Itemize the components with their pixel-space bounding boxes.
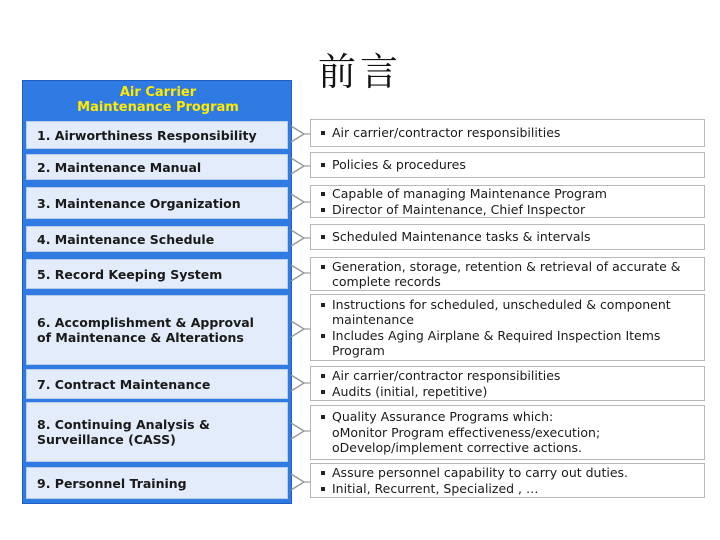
detail-bullet: Air carrier/contractor responsibilities <box>319 125 698 141</box>
program-element-2: 2. Maintenance Manual <box>26 154 288 180</box>
connector-arrow-icon <box>290 157 310 175</box>
detail-bullet: Includes Aging Airplane & Required Inspection Items <box>319 328 698 344</box>
connector-arrow-icon <box>290 125 310 143</box>
element-details-6 <box>310 294 705 361</box>
detail-bullet: Initial, Recurrent, Specialized , … <box>319 481 698 497</box>
element-details-3 <box>310 185 705 218</box>
detail-bullet: Director of Maintenance, Chief Inspector <box>319 202 698 218</box>
element-details-2 <box>310 152 705 178</box>
connector-arrow-icon <box>290 473 310 491</box>
connector-arrow-icon <box>290 264 310 282</box>
detail-subitem: οMonitor Program effectiveness/execution; <box>332 424 601 440</box>
program-element-9: 9. Personnel Training <box>26 467 288 499</box>
element-details-9 <box>310 463 705 498</box>
element-details-7 <box>310 366 705 401</box>
program-element-4: 4. Maintenance Schedule <box>26 226 288 252</box>
element-details-4 <box>310 224 705 250</box>
program-element-8: 8. Continuing Analysis & Surveillance (CASS) <box>26 402 288 462</box>
detail-bullet: Policies & procedures <box>319 157 698 173</box>
program-element-7: 7. Contract Maintenance <box>26 369 288 399</box>
connector-arrow-icon <box>290 422 310 440</box>
panel-title <box>23 85 293 115</box>
element-details-1 <box>310 119 705 147</box>
detail-bullet: Air carrier/contractor responsibilities <box>319 368 698 384</box>
detail-bullet: Assure personnel capability to carry out duties. <box>319 465 698 481</box>
program-element-3: 3. Maintenance Organization <box>26 187 288 219</box>
detail-continuation: maintenance <box>332 312 414 327</box>
program-element-1: 1. Airworthiness Responsibility <box>26 121 288 149</box>
detail-bullet: Generation, storage, retention & retrieval of accurate & <box>319 259 698 275</box>
detail-bullet: Scheduled Maintenance tasks & intervals <box>319 229 698 245</box>
detail-bullet: Instructions for scheduled, unscheduled & component <box>319 297 698 313</box>
detail-bullet: Capable of managing Maintenance Program <box>319 186 698 202</box>
program-element-5: 5. Record Keeping System <box>26 259 288 289</box>
program-element-6: 6. Accomplishment & Approval of Maintenance & Alterations <box>26 295 288 365</box>
connector-arrow-icon <box>290 320 310 338</box>
page-title: 前言 <box>318 50 403 94</box>
element-details-8 <box>310 405 705 460</box>
program-panel <box>22 80 292 504</box>
element-details-5 <box>310 257 705 291</box>
panel-title-line-2: Maintenance Program <box>77 100 239 115</box>
detail-continuation: complete records <box>332 274 441 289</box>
detail-bullet: Audits (initial, repetitive) <box>319 384 698 400</box>
connector-arrow-icon <box>290 193 310 211</box>
detail-subitem: οDevelop/implement corrective actions. <box>332 440 582 456</box>
connector-arrow-icon <box>290 374 310 392</box>
detail-continuation: Program <box>332 343 385 358</box>
detail-bullet: Quality Assurance Programs which: <box>319 409 698 425</box>
panel-title-line-1: Air Carrier <box>119 85 197 100</box>
connector-arrow-icon <box>290 229 310 247</box>
